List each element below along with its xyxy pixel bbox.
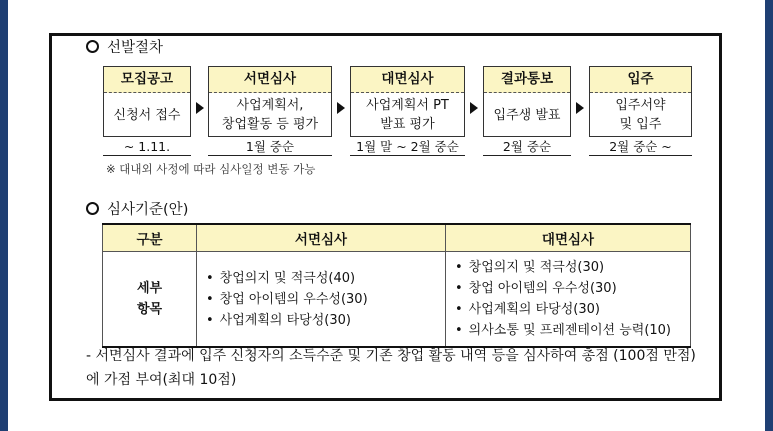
arrow-right-icon — [337, 102, 345, 114]
table-row — [103, 252, 691, 348]
step-body: 사업계획서, 창업활동 등 평가 — [221, 98, 319, 132]
row-label-details: 세부 항목 — [103, 252, 197, 348]
circle-bullet-icon — [86, 40, 99, 53]
arrow-right-icon — [576, 102, 584, 114]
step-result-notice — [483, 66, 571, 137]
criteria-table — [102, 223, 691, 348]
section-criteria — [86, 198, 188, 219]
list-item: • 창업의지 및 적극성(30) — [455, 257, 681, 278]
header-written-review: 서면심사 — [197, 224, 446, 252]
list-item: • 의사소통 및 프레젠테이션 능력(10) — [455, 320, 681, 341]
step-recruitment — [103, 66, 191, 137]
list-item: • 창업의지 및 적극성(40) — [206, 268, 436, 289]
step-body: 입주생 발표 — [493, 107, 561, 123]
step-head: 입주 — [590, 67, 691, 93]
written-criteria-list — [198, 264, 444, 335]
step-date: 1월 말 ~ 2월 중순 — [350, 139, 465, 156]
section-title-selection: 선발절차 — [107, 40, 164, 56]
list-item: • 사업계획의 타당성(30) — [206, 310, 436, 331]
step-body: 사업계획서 PT 발표 평가 — [366, 98, 449, 132]
header-interview-review: 대면심사 — [446, 224, 691, 252]
step-body: 입주서약 및 입주 — [615, 98, 666, 132]
circle-bullet-icon — [86, 202, 99, 215]
table-header-row — [103, 224, 691, 252]
step-head: 모집공고 — [104, 67, 190, 93]
step-head: 대면심사 — [351, 67, 464, 93]
list-item: • 창업 아이템의 우수성(30) — [455, 278, 681, 299]
step-date: 2월 중순 — [483, 139, 571, 156]
interview-criteria-cell — [446, 252, 691, 348]
section-title-criteria: 심사기준(안) — [107, 202, 189, 218]
section-selection-process — [86, 36, 163, 57]
step-body: 신청서 접수 — [113, 107, 181, 123]
header-category: 구분 — [103, 224, 197, 252]
step-document-review — [208, 66, 332, 137]
step-head: 서면심사 — [209, 67, 331, 93]
arrow-right-icon — [470, 102, 478, 114]
step-date: ~ 1.11. — [103, 139, 191, 156]
step-date: 1월 중순 — [208, 139, 332, 156]
written-criteria-cell — [197, 252, 446, 348]
interview-criteria-list — [447, 253, 689, 345]
arrow-right-icon — [196, 102, 204, 114]
list-item: • 창업 아이템의 우수성(30) — [206, 289, 436, 310]
schedule-note: ※ 대내외 사정에 따라 심사일정 변동 가능 — [106, 162, 316, 176]
bonus-points-note: - 서면심사 결과에 입주 신청자의 소득수준 및 기존 창업 활동 내역 등을 심사하여 총점 (100점 만점)에 가점 부여(최대 10점) — [86, 348, 696, 388]
step-date: 2월 중순 ~ — [589, 139, 692, 156]
list-item: • 사업계획의 타당성(30) — [455, 299, 681, 320]
step-head: 결과통보 — [484, 67, 570, 93]
step-move-in — [589, 66, 692, 137]
step-interview — [350, 66, 465, 137]
